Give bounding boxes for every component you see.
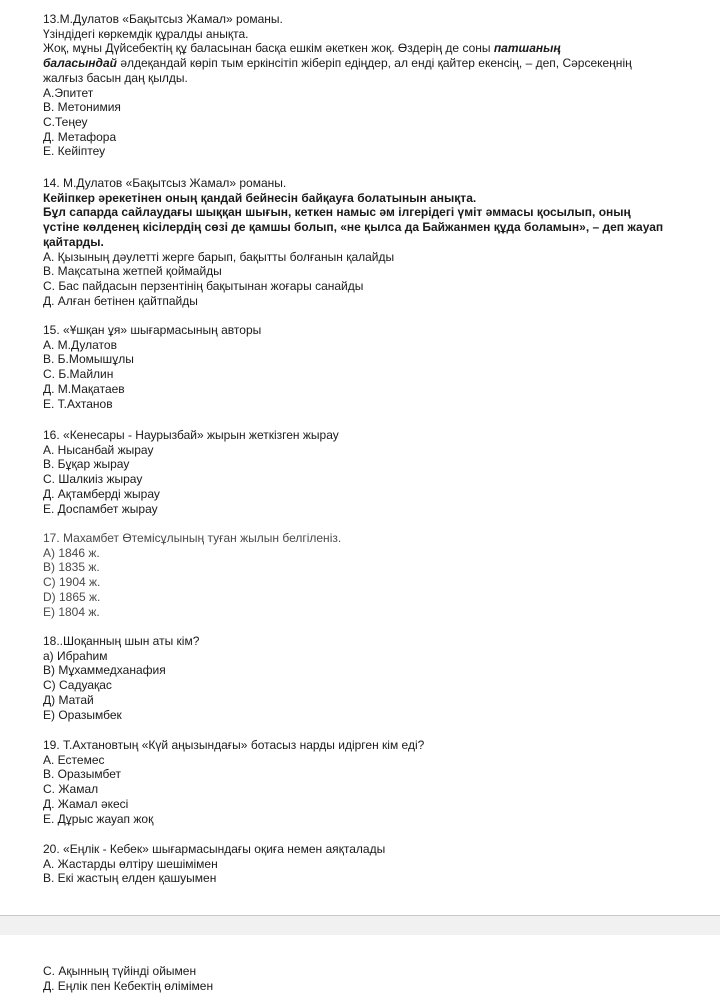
answer-option: С. Ақынның түйінді ойымен	[43, 964, 197, 978]
passage-line: үстіне көлденең кісілердің сөзі де қамшы болып, «не қылса да Байжанмен құда боламын», – деп жауап	[43, 220, 664, 235]
document-page-2	[0, 935, 720, 995]
question-title: 13.М.Дулатов «Бақытсыз Жамал» романы.	[43, 12, 283, 26]
question-title: 18..Шоқанның шын аты кім?	[43, 634, 200, 648]
answer-option: А. Естемес	[43, 752, 105, 767]
answer-option: В. Б.Момышұлы	[43, 352, 134, 367]
passage-line	[43, 56, 713, 71]
question-14	[43, 176, 713, 308]
answer-option: В. Екі жастың елден қашуымен	[43, 871, 217, 886]
answer-option: А) 1846 ж.	[43, 545, 100, 560]
answer-option: Д. Алған бетінен қайтпайды	[43, 293, 198, 308]
question-title: 14. М.Дулатов «Бақытсыз Жамал» романы.	[43, 176, 287, 190]
question-15	[43, 323, 713, 411]
answer-option: С.Теңеу	[43, 114, 88, 129]
answer-option: В. Бұқар жырау	[43, 457, 130, 472]
question-19	[43, 738, 713, 826]
passage-line: Бұл сапарда сайлаудағы шыққан шығын, кеткен намыс әм ілгерідегі үміт әммасы қосылып, оның	[43, 205, 631, 220]
answer-option: А. Қызының дәулетті жерге барып, бақытты болғанын қалайды	[43, 249, 395, 264]
question-title: 16. «Кенесары - Наурызбай» жырын жеткізген жырау	[43, 428, 339, 442]
answer-option: С. Жамал	[43, 782, 99, 797]
answer-option: D) 1865 ж.	[43, 589, 101, 604]
question-17	[43, 531, 713, 619]
answer-option: С. Б.Майлин	[43, 367, 114, 382]
answer-option: В) 1835 ж.	[43, 560, 100, 575]
answer-option: Е. Дұрыс жауап жоқ	[43, 811, 154, 826]
highlighted-word: баласындай	[43, 56, 117, 71]
answer-option: Е. Доспамбет жырау	[43, 501, 158, 516]
question-title: 20. «Еңлік - Кебек» шығармасындағы оқиға немен аяқталады	[43, 842, 386, 856]
question-title: 19. Т.Ахтановтың «Күй аңызындағы» ботасыз нарды идірген кім еді?	[43, 738, 425, 752]
answer-option: Е. Т.Ахтанов	[43, 396, 113, 411]
question-20	[43, 842, 713, 886]
answer-option: С. Бас пайдасын перзентінің бақытынан жоғары санайды	[43, 278, 364, 293]
answer-option: Д. Еңлік пен Кебектің өлімімен	[43, 978, 214, 993]
answer-option: Д. М.Мақатаев	[43, 381, 125, 396]
passage-text: әлдеқандай көріп тым еркінсітіп жіберіп едіңдер, ал енді қайтер екенсің, – деп, Сәрсекеңнің	[116, 56, 632, 71]
answer-option: Д. Метафора	[43, 129, 117, 144]
question-18	[43, 634, 713, 722]
highlighted-word: патшаның	[493, 41, 561, 56]
answer-option: В. Мақсатына жетпей қоймайды	[43, 264, 222, 279]
question-instruction: Кейіпкер әрекетінен оның қандай бейнесін байқауға болатынын анықта.	[43, 190, 477, 205]
answer-option: А. М.Дулатов	[43, 337, 117, 352]
answer-option: Д. Ақтамберді жырау	[43, 486, 160, 501]
answer-option: С) 1904 ж.	[43, 575, 101, 590]
answer-option: Е. Кейіптеу	[43, 144, 106, 159]
page-break	[0, 915, 720, 936]
answer-option: Е) 1804 ж.	[43, 604, 100, 619]
answer-option: А.Эпитет	[43, 85, 94, 100]
passage-line: қайтарды.	[43, 234, 104, 249]
passage-text: Жоқ, мұны Дүйсебектің құ баласынан басқа ешкім әкеткен жоқ. Өздерің де соны	[43, 41, 494, 56]
answer-option: Е) Оразымбек	[43, 707, 122, 722]
answer-option: С. Шалкиіз жырау	[43, 472, 143, 487]
answer-option: а) Ибраһим	[43, 648, 108, 663]
question-instruction: Үзіндідегі көркемдік құралды анықта.	[43, 26, 249, 41]
answer-option: С) Садуақас	[43, 678, 112, 693]
answer-option: А. Жастарды өлтіру шешімімен	[43, 856, 218, 871]
question-16	[43, 428, 713, 516]
answer-option: В. Метонимия	[43, 100, 121, 115]
answer-option: В. Оразымбет	[43, 767, 121, 782]
passage-line	[43, 41, 713, 56]
answer-option: В) Мұхаммедханафия	[43, 663, 166, 678]
passage-line: жалғыз басын даң қылды.	[43, 70, 188, 85]
answer-option: Д. Жамал әкесі	[43, 796, 129, 811]
question-title: 17. Махамбет Өтемісұлының туған жылын белгіленіз.	[43, 531, 342, 545]
answer-option: А. Нысанбай жырау	[43, 442, 154, 457]
question-13	[43, 12, 713, 159]
answer-option: Д) Матай	[43, 692, 94, 707]
question-title: 15. «Ұшқан ұя» шығармасының авторы	[43, 323, 262, 337]
question-20-continued	[43, 964, 713, 993]
